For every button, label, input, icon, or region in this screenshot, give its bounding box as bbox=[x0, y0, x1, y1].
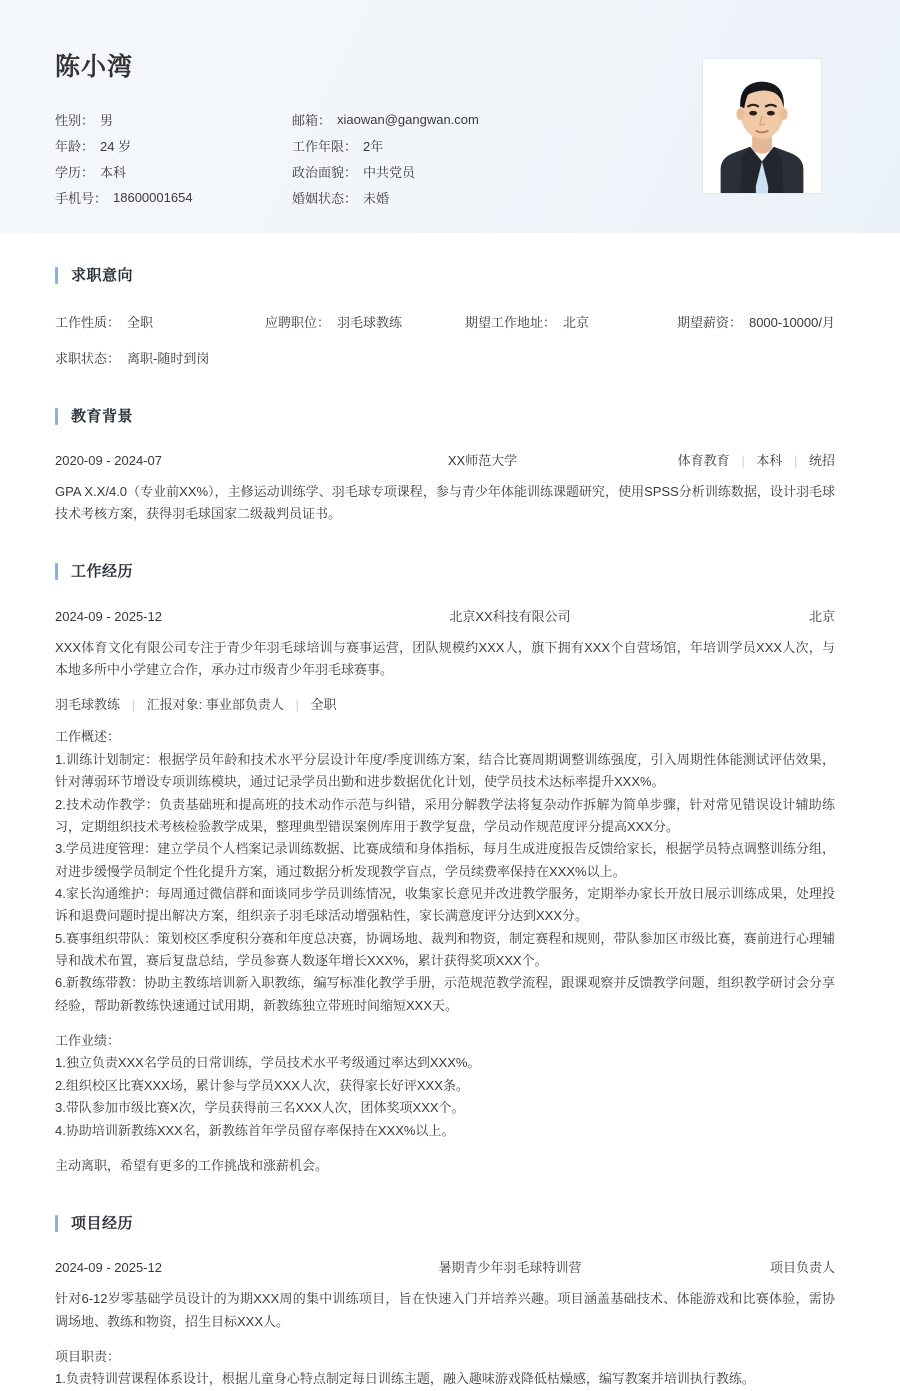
tag-separator: | bbox=[793, 453, 798, 468]
section-work-experience bbox=[55, 560, 835, 1178]
section-header-project bbox=[55, 1211, 835, 1235]
work-achievement-item-2: 2.组织校区比赛XXX场，累计参与学员XXX人次，获得家长好评XXX条。 bbox=[55, 1077, 469, 1093]
work-leave-reason: 主动离职，希望有更多的工作挑战和涨薪机会。 bbox=[55, 1157, 329, 1173]
info-political-status-value: 中共党员 bbox=[363, 164, 416, 180]
work-report-to: 汇报对象: 事业部负责人 bbox=[146, 697, 284, 713]
info-political-status-label: 政治面貌： bbox=[292, 164, 358, 180]
info-experience-years-value: 2年 bbox=[363, 138, 384, 154]
info-marital-status-label: 婚姻状态： bbox=[292, 190, 358, 206]
work-overview-item-4: 4.家长沟通维护：每周通过微信群和面谈同步学员训练情况，收集家长意见并改进教学服务，定期举办家长开放日展示训练成果，处理投诉和退费问题时提出解决方案，组织亲子羽毛球活动增强粘性，家长满意度评分达到XXX分。 bbox=[55, 885, 835, 924]
work-achievement-item-3: 3.带队参加市级比赛X次，学员获得前三名XXX人次，团体奖项XXX个。 bbox=[55, 1100, 465, 1116]
education-entry-head bbox=[55, 450, 835, 469]
intent-salary-label: 期望薪资： bbox=[676, 315, 742, 330]
education-tag-admission: 统招 bbox=[808, 453, 835, 468]
accent-bar-icon bbox=[55, 563, 58, 580]
tag-separator: | bbox=[741, 453, 745, 468]
info-degree bbox=[55, 158, 292, 184]
project-role: 项目负责人 bbox=[769, 1260, 835, 1276]
info-email-value: xiaowan@gangwan.com bbox=[337, 111, 479, 127]
work-role-meta bbox=[55, 694, 835, 713]
info-gender-value: 男 bbox=[100, 112, 114, 128]
project-date: 2024-09 - 2025-12 bbox=[55, 1260, 162, 1276]
intent-status-value: 离职-随时到岗 bbox=[127, 351, 210, 366]
work-entry-head bbox=[55, 606, 835, 625]
section-title-education: 教育背景 bbox=[71, 407, 134, 425]
info-gender-label: 性别： bbox=[55, 112, 95, 128]
intent-work-type-value: 全职 bbox=[127, 315, 154, 330]
project-duty-item-1: 1.负责特训营课程体系设计，根据儿童身心特点制定每日训练主题，融入趣味游戏降低枯燥感，编写教案并培训执行教练。 bbox=[55, 1371, 755, 1387]
intent-position-label: 应聘职位： bbox=[264, 315, 330, 330]
section-header-job-intent bbox=[55, 263, 835, 287]
work-overview-title: 工作概述： bbox=[55, 729, 121, 745]
intent-work-type-label: 工作性质： bbox=[55, 315, 121, 330]
info-age-value: 24 岁 bbox=[100, 138, 132, 154]
resume-body bbox=[0, 233, 900, 1391]
project-name: 暑期青少年羽毛球特训营 bbox=[438, 1260, 582, 1276]
work-employment-type: 全职 bbox=[310, 697, 337, 713]
info-age-label: 年龄： bbox=[55, 138, 95, 154]
info-gender bbox=[55, 106, 292, 132]
intent-work-type bbox=[55, 312, 265, 331]
work-overview-item-3: 3.学员进度管理：建立学员个人档案记录训练数据、比赛成绩和身体指标，每月生成进度报告反馈给家长，根据学员特点调整训练分组，对进步缓慢学员制定个性化提升方案，通过数据分析发现教学盲点，学员续费率保持在XXX%以上。 bbox=[55, 841, 835, 879]
section-header-work bbox=[55, 560, 835, 584]
project-entry-head bbox=[55, 1257, 835, 1276]
work-overview-item-2: 2.技术动作教学：负责基础班和提高班的技术动作示范与纠错，采用分解教学法将复杂动作拆解为简单步骤，针对常见错误设计辅助练习，定期组织技术考核检验教学成果，整理典型错误案例库用于教学复盘，学员动作规范度评分提高XXX分。 bbox=[55, 796, 835, 834]
education-tag-major: 体育教育 bbox=[677, 453, 730, 468]
education-date: 2020-09 - 2024-07 bbox=[55, 453, 162, 468]
work-overview-item-5: 5.赛事组织带队：策划校区季度积分赛和年度总决赛，协调场地、裁判和物资，制定赛程和规则，带队参加区市级比赛，赛前进行心理辅导和战术布置，赛后复盘总结，学员参赛人数逐年增长XXX%，累计获得奖项XXX个。 bbox=[55, 930, 835, 969]
education-tag-degree: 本科 bbox=[756, 453, 783, 468]
section-job-intent bbox=[55, 263, 835, 370]
work-overview-item-6: 6.新教练带教：协助主教练培训新入职教练，编写标准化教学手册，示范规范教学流程，跟课观察并反馈教学问题，组织教学研讨会分享经验，帮助新教练快速通过试用期，新教练独立带班时间缩短XXX天。 bbox=[55, 975, 835, 1013]
work-achievement-item-1: 1.独立负责XXX名学员的日常训练，学员技术水平考级通过率达到XXX%。 bbox=[55, 1055, 481, 1071]
accent-bar-icon bbox=[55, 408, 58, 425]
intent-status bbox=[55, 348, 265, 367]
info-marital-status-value: 未婚 bbox=[363, 190, 390, 206]
work-achievement-title: 工作业绩： bbox=[55, 1033, 121, 1049]
tag-separator: | bbox=[295, 697, 299, 713]
intent-salary-value: 8000-10000/月 bbox=[748, 315, 835, 330]
education-description: GPA X.X/4.0（专业前XX%），主修运动训练学、羽毛球专项课程，参与青少年体能训练课题研究，使用SPSS分析训练数据，设计羽毛球技术考核方案，获得羽毛球国家二级裁判员证书。 bbox=[55, 484, 835, 522]
intent-salary bbox=[677, 312, 835, 331]
section-title-work: 工作经历 bbox=[71, 563, 134, 581]
work-role-title: 羽毛球教练 bbox=[55, 697, 121, 713]
intent-location-label: 期望工作地址： bbox=[464, 315, 556, 330]
portrait-illustration bbox=[703, 59, 821, 193]
project-duty-title: 项目职责： bbox=[55, 1348, 121, 1364]
work-company: 北京XX科技有限公司 bbox=[449, 608, 571, 624]
project-description: 针对6-12岁零基础学员设计的为期XXX周的集中训练项目，旨在快速入门并培养兴趣。项目涵盖基础技术、体能游戏和比赛体验，需协调场地、教练和物资，招生目标XXX人。 bbox=[55, 1291, 835, 1329]
tag-separator: | bbox=[131, 697, 136, 713]
section-title-job-intent: 求职意向 bbox=[71, 266, 134, 284]
section-title-project: 项目经历 bbox=[71, 1214, 134, 1232]
resume-header bbox=[0, 0, 900, 233]
section-header-education bbox=[55, 404, 835, 428]
intent-location bbox=[465, 312, 677, 331]
intent-position bbox=[265, 312, 465, 331]
education-school: XX师范大学 bbox=[447, 453, 518, 468]
info-degree-value: 本科 bbox=[100, 164, 127, 180]
accent-bar-icon bbox=[55, 267, 58, 284]
intent-status-label: 求职状态： bbox=[55, 351, 121, 366]
info-phone-label: 手机号： bbox=[55, 190, 108, 206]
info-email-label: 邮箱： bbox=[292, 112, 332, 128]
info-age bbox=[55, 132, 292, 158]
candidate-photo bbox=[702, 58, 822, 194]
candidate-name: 陈小湾 bbox=[55, 53, 134, 81]
intent-position-value: 羽毛球教练 bbox=[337, 315, 403, 330]
work-achievement-item-4: 4.协助培训新教练XXX名，新教练首年学员留存率保持在XXX%以上。 bbox=[55, 1122, 455, 1138]
section-project-experience bbox=[55, 1211, 835, 1390]
job-intent-row-1 bbox=[55, 309, 835, 334]
intent-location-value: 北京 bbox=[562, 315, 589, 330]
work-overview-item-1: 1.训练计划制定：根据学员年龄和技术水平分层设计年度/季度训练方案，结合比赛周期调整训练强度，引入周期性体能测试评估效果，针对薄弱环节增设专项训练模块，通过记录学员出勤和进步数据优化计划，使学员技术达标率提升XXX%。 bbox=[55, 751, 835, 790]
accent-bar-icon bbox=[55, 1215, 58, 1232]
info-phone-value: 18600001654 bbox=[113, 189, 193, 205]
info-phone bbox=[55, 184, 292, 210]
section-education bbox=[55, 404, 835, 526]
job-intent-row-2 bbox=[55, 345, 835, 370]
work-date: 2024-09 - 2025-12 bbox=[55, 608, 162, 624]
info-degree-label: 学历： bbox=[55, 164, 95, 180]
work-company-intro: XXX体育文化有限公司专注于青少年羽毛球培训与赛事运营，团队规模约XXX人，旗下拥有XXX个自营场馆，年培训学员XXX人次，与本地多所中小学建立合作，承办过市级青少年羽毛球赛事。 bbox=[55, 639, 835, 678]
education-tags bbox=[620, 450, 835, 469]
info-experience-years-label: 工作年限： bbox=[292, 138, 358, 154]
work-location: 北京 bbox=[808, 608, 835, 624]
